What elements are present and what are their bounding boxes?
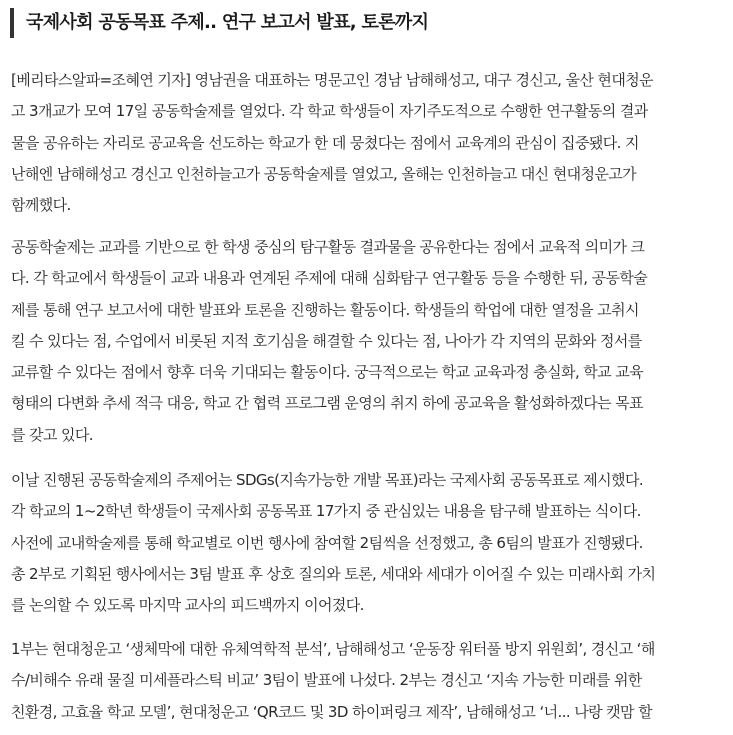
text-line: [베리타스알파=조혜연 기자] 영남권을 대표하는 명문고인 경남 남해해성고, 대구 경신고, 울산 현대청운 xyxy=(11,71,653,89)
text-line: 친환경, 고효율 학교 모델’, 현대청운고 ‘QR코드 및 3D 하이퍼링크 제작’, 남해해성고 ‘너... 나랑 캣맘 할 xyxy=(11,702,653,721)
text-line: 수/비해수 유래 물질 미세플라스틱 비교’ 3팀이 발표에 나섰다. 2부는 경신고 ‘지속 가능한 미래를 위한 xyxy=(11,671,642,690)
text-line: 사전에 교내학술제를 통해 학교별로 이번 행사에 참여할 2팀씩을 선정했고, 총 6팀의 발표가 진행됐다. xyxy=(11,533,643,552)
text-line: 를 갖고 있다. xyxy=(11,425,93,444)
paragraph-2 xyxy=(11,232,724,451)
text-line: 킬 수 있다는 점, 수업에서 비롯된 지적 호기심을 해결할 수 있다는 점, 나아가 각 지역의 문화와 정서를 xyxy=(11,331,642,350)
text-line: 교류할 수 있다는 점에서 향후 더욱 기대되는 활동이다. 궁극적으로는 학교 교육과정 충실화, 학교 교육 xyxy=(11,363,644,382)
text-line: 함께했다. xyxy=(11,196,71,215)
paragraph-3 xyxy=(11,465,724,621)
text-line: 1부는 현대청운고 ‘생체막에 대한 유체역학적 분석’, 남해해성고 ‘운동장 워터풀 방지 위원회’, 경신고 ‘해 xyxy=(11,640,655,658)
text-line: 난해엔 남해해성고 경신고 인천하늘고가 공동학술제를 열었고, 올해는 인천하늘고 대신 현대청운고가 xyxy=(11,164,637,183)
text-line: 이날 진행된 공동학술제의 주제어는 SDGs(지속가능한 개발 목표)라는 국제사회 공동목표로 제시했다. xyxy=(11,471,644,489)
text-line: 를 논의할 수 있도록 마지막 교사의 피드백까지 이어졌다. xyxy=(11,596,364,615)
text-line: 고 3개교가 모여 17일 공동학술제를 열었다. 각 학교 학생들이 자기주도적으로 수행한 연구활동의 결과 xyxy=(11,102,648,121)
text-line: 각 학교의 1~2학년 학생들이 국제사회 공동목표 17가지 중 관심있는 내용을 탐구해 발표하는 식이다. xyxy=(11,502,641,521)
text-line: 다. 각 학교에서 학생들이 교과 내용과 연계된 주제에 대해 심화탐구 연구활동 등을 수행한 뒤, 공동학술 xyxy=(11,269,648,288)
text-line: 제를 통해 연구 보고서에 대한 발표와 토론을 진행하는 활동이다. 학생들의 학업에 대한 열정을 고취시 xyxy=(11,300,639,319)
text-line: 공동학술제는 교과를 기반으로 한 학생 중심의 탐구활동 결과물을 공유한다는 점에서 교육적 의미가 크 xyxy=(11,238,645,256)
paragraph-4 xyxy=(11,634,724,728)
text-line: 물을 공유하는 자리로 공교육을 선도하는 학교가 한 데 뭉쳤다는 점에서 교육계의 관심이 집중됐다. 지 xyxy=(11,133,639,152)
paragraph-1 xyxy=(11,65,724,221)
text-line: 형태의 다변화 추세 적극 대응, 학교 간 협력 프로그램 운영의 취지 하에 공교육을 활성화하겠다는 목표 xyxy=(11,394,644,413)
article-title: 국제사회 공동목표 주제.. 연구 보고서 발표, 토론까지 xyxy=(26,12,429,33)
text-line: 총 2부로 기획된 행사에서는 3팀 발표 후 상호 질의와 토론, 세대와 세대가 이어질 수 있는 미래사회 가치 xyxy=(11,564,656,583)
headline-block xyxy=(10,8,726,38)
